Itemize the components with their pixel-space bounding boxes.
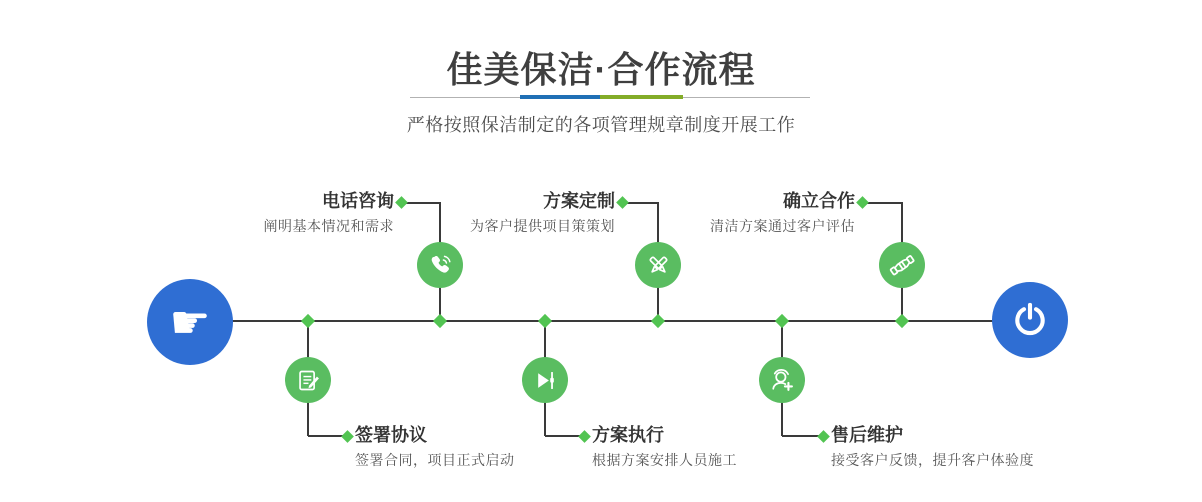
page-title: 佳美保洁·合作流程 <box>446 49 756 90</box>
step-description: 阐明基本情况和需求 <box>263 218 394 234</box>
label-diamond <box>395 196 408 209</box>
flow-start-circle <box>147 279 233 365</box>
step-circle-plan <box>635 242 681 288</box>
step-title: 方案定制 <box>543 191 615 211</box>
contract-pen-icon <box>295 367 322 394</box>
play-slider-icon <box>532 367 559 394</box>
title-divider-blue-segment <box>520 95 600 99</box>
step-circle-phone <box>417 242 463 288</box>
customer-service-plus-icon <box>768 366 796 394</box>
step-title: 确立合作 <box>783 191 855 211</box>
step-circle-contract <box>285 357 331 403</box>
timeline-node-diamond <box>775 314 789 328</box>
label-diamond <box>616 196 629 209</box>
step-title: 电话咨询 <box>322 191 394 211</box>
step-description: 接受客户反馈，提升客户体验度 <box>831 452 1034 468</box>
step-description: 签署合同，项目正式启动 <box>355 452 515 468</box>
label-diamond <box>856 196 869 209</box>
step-description: 根据方案安排人员施工 <box>592 452 737 468</box>
step-circle-execution <box>522 357 568 403</box>
timeline-node-diamond <box>651 314 665 328</box>
handshake-icon <box>888 251 916 279</box>
step-circle-cooperation <box>879 242 925 288</box>
step-label-phone-consult <box>264 190 395 235</box>
step-title: 方案执行 <box>592 425 664 445</box>
pointing-hand-icon: ☛ <box>169 296 211 348</box>
step-title: 签署协议 <box>355 425 427 445</box>
timeline-node-diamond <box>301 314 315 328</box>
phone-icon <box>427 252 454 279</box>
step-label-plan-execution <box>592 424 737 469</box>
step-description: 为客户提供项目策策划 <box>470 218 615 234</box>
step-description: 清洁方案通过客户评估 <box>710 218 855 234</box>
timeline-node-diamond <box>433 314 447 328</box>
crossed-pencils-icon <box>645 252 672 279</box>
step-label-establish-cooperation <box>710 190 855 235</box>
step-circle-aftersales <box>759 357 805 403</box>
step-label-sign-agreement <box>355 424 515 469</box>
label-diamond <box>817 430 830 443</box>
timeline-node-diamond <box>538 314 552 328</box>
power-icon <box>1011 301 1049 339</box>
label-diamond <box>578 430 591 443</box>
step-title: 售后维护 <box>831 425 903 445</box>
timeline-node-diamond <box>895 314 909 328</box>
page-subtitle: 严格按照保洁制定的各项管理规章制度开展工作 <box>406 115 796 135</box>
step-label-aftersales-maintenance <box>831 424 1034 469</box>
title-divider-green-segment <box>600 95 683 99</box>
label-diamond <box>341 430 354 443</box>
flow-end-circle <box>992 282 1068 358</box>
step-label-plan-customization <box>470 190 615 235</box>
